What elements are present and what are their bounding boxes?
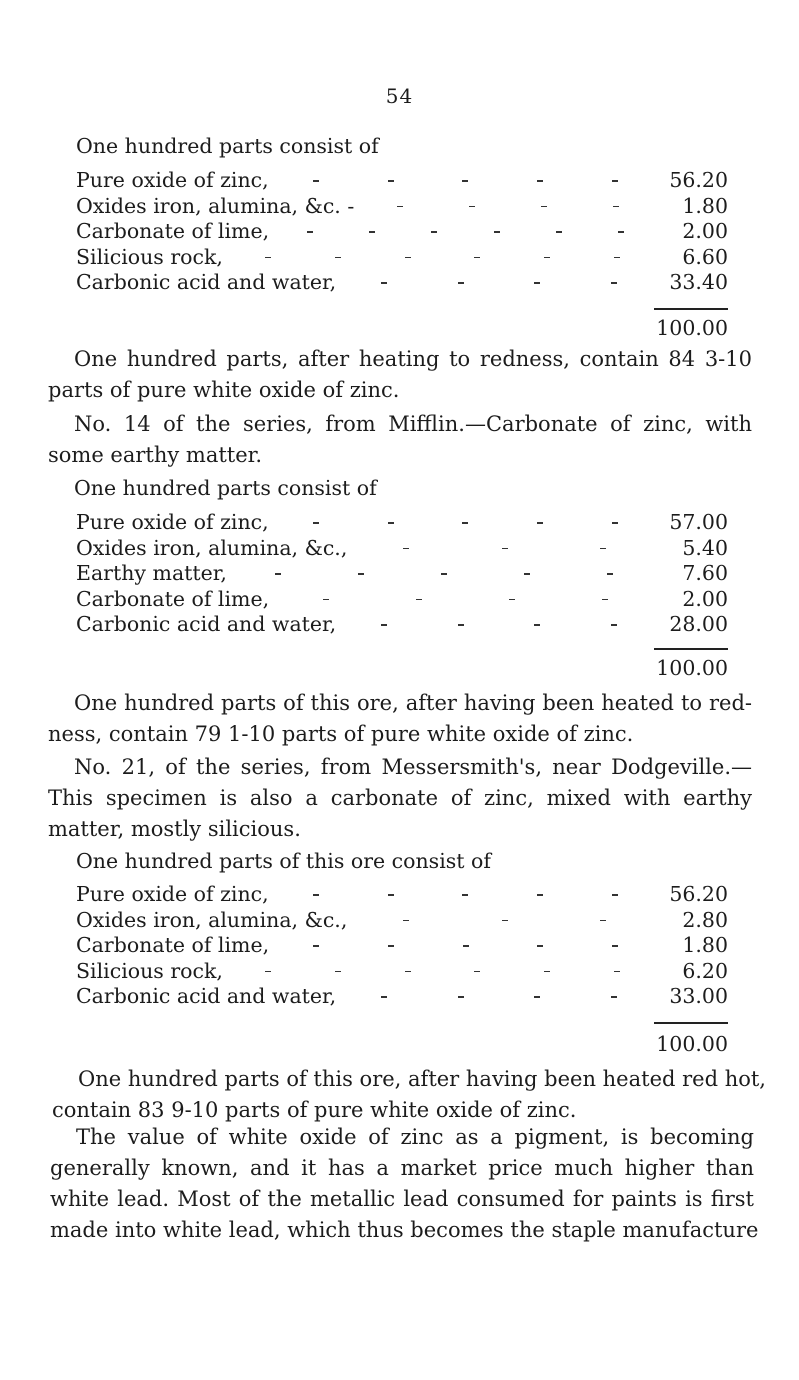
text-line: made into white lead, which thus becomes the staple manufacture: [50, 1218, 759, 1242]
row-value: 33.00: [669, 984, 728, 1008]
row-label: Pure oxide of zinc,: [76, 168, 269, 192]
dash-leader: [346, 612, 658, 638]
dash-leader: [364, 194, 658, 220]
composition-table-2: [76, 510, 728, 680]
row-value: 1.80: [682, 933, 728, 957]
section-2-heading: One hundred parts consist of: [74, 476, 377, 500]
row-label: Oxides iron, alumina, &c.,: [76, 535, 348, 560]
row-value: 33.40: [669, 270, 728, 294]
row-value: 6.20: [682, 958, 728, 983]
table-row: [76, 194, 728, 220]
page-number: 54: [385, 84, 414, 108]
table-row: [76, 510, 728, 536]
row-label: Carbonic acid and water,: [76, 984, 337, 1008]
sum-rule: [654, 308, 728, 310]
dash-leader: [279, 882, 658, 908]
table-row: [76, 908, 728, 934]
dash-leader: [346, 984, 658, 1010]
text-line: One hundred parts, after heating to redness, contain 84 3-10: [74, 347, 752, 371]
text-line: This specimen is also a carbonate of zinc, mixed with earthy: [48, 786, 752, 810]
dash-leader: [279, 168, 658, 194]
dash-leader: [233, 245, 658, 271]
row-label: Carbonic acid and water,: [76, 270, 337, 294]
section-3-heading: One hundred parts of this ore consist of: [76, 849, 491, 873]
table-total: 100.00: [656, 1032, 728, 1056]
row-value: 6.60: [682, 244, 728, 269]
row-value: 5.40: [682, 535, 728, 560]
paragraph: [48, 688, 752, 750]
sum-rule: [654, 1022, 728, 1024]
text-line: One hundred parts of this ore, after having been heated red hot,: [78, 1067, 766, 1091]
table-row: [76, 168, 728, 194]
paragraph: [50, 1122, 759, 1246]
row-label: Oxides iron, alumina, &c. -: [76, 193, 355, 218]
text-line: parts of pure white oxide of zinc.: [48, 378, 400, 402]
composition-table-3: [76, 882, 728, 1056]
text-line: generally known, and it has a market price much higher than: [50, 1156, 754, 1180]
table-row: [76, 270, 728, 296]
text-line: The value of white oxide of zinc as a pigment, is becoming: [76, 1125, 754, 1149]
dash-leader: [357, 536, 658, 562]
row-value: 28.00: [669, 612, 728, 636]
text-line: matter, mostly silicious.: [48, 817, 301, 841]
row-value: 56.20: [669, 882, 728, 906]
text-line: some earthy matter.: [48, 443, 263, 467]
text-line: No. 21, of the series, from Messersmith's, near Dodgeville.—: [74, 755, 752, 779]
dash-leader: [279, 587, 658, 613]
table-total: 100.00: [656, 316, 728, 340]
text-line: ness, contain 79 1-10 parts of pure white oxide of zinc.: [48, 722, 634, 746]
table-row: [76, 933, 728, 959]
table-row: [76, 536, 728, 562]
dash-leader: [279, 510, 658, 536]
table-row: [76, 587, 728, 613]
paragraph: [48, 344, 752, 406]
table-row: [76, 882, 728, 908]
text-line: white lead. Most of the metallic lead consumed for paints is first: [50, 1187, 754, 1211]
composition-table-1: [76, 168, 728, 340]
row-value: 2.80: [682, 907, 728, 932]
dash-leader: [279, 219, 658, 245]
row-label: Earthy matter,: [76, 561, 227, 585]
dash-leader: [279, 933, 658, 959]
table-row: [76, 959, 728, 985]
row-value: 7.60: [682, 561, 728, 585]
dash-leader: [357, 908, 658, 934]
row-label: Silicious rock,: [76, 244, 223, 269]
text-line: One hundred parts of this ore, after having been heated to red-: [74, 691, 752, 715]
row-value: 56.20: [669, 168, 728, 192]
dash-leader: [346, 270, 658, 296]
sum-rule: [654, 648, 728, 650]
row-value: 2.00: [682, 586, 728, 611]
row-label: Oxides iron, alumina, &c.,: [76, 907, 348, 932]
row-label: Carbonate of lime,: [76, 933, 270, 957]
table-row: [76, 612, 728, 638]
row-label: Carbonic acid and water,: [76, 612, 337, 636]
row-label: Carbonate of lime,: [76, 219, 270, 243]
row-label: Pure oxide of zinc,: [76, 510, 269, 534]
table-row: [76, 219, 728, 245]
paragraph: [48, 409, 752, 471]
row-label: Silicious rock,: [76, 958, 223, 983]
row-label: Carbonate of lime,: [76, 586, 270, 611]
row-value: 1.80: [682, 193, 728, 218]
row-label: Pure oxide of zinc,: [76, 882, 269, 906]
table-total: 100.00: [656, 656, 728, 680]
dash-leader: [237, 561, 658, 587]
row-value: 2.00: [682, 219, 728, 243]
text-line: contain 83 9-10 parts of pure white oxide of zinc.: [52, 1098, 577, 1122]
table-row: [76, 245, 728, 271]
table-row: [76, 984, 728, 1010]
dash-leader: [233, 959, 658, 985]
table-row: [76, 561, 728, 587]
text-line: No. 14 of the series, from Mifflin.—Carbonate of zinc, with: [74, 412, 752, 436]
paragraph: [52, 1064, 766, 1126]
row-value: 57.00: [669, 510, 728, 534]
paragraph: [48, 752, 752, 845]
section-1-heading: One hundred parts consist of: [76, 134, 379, 158]
